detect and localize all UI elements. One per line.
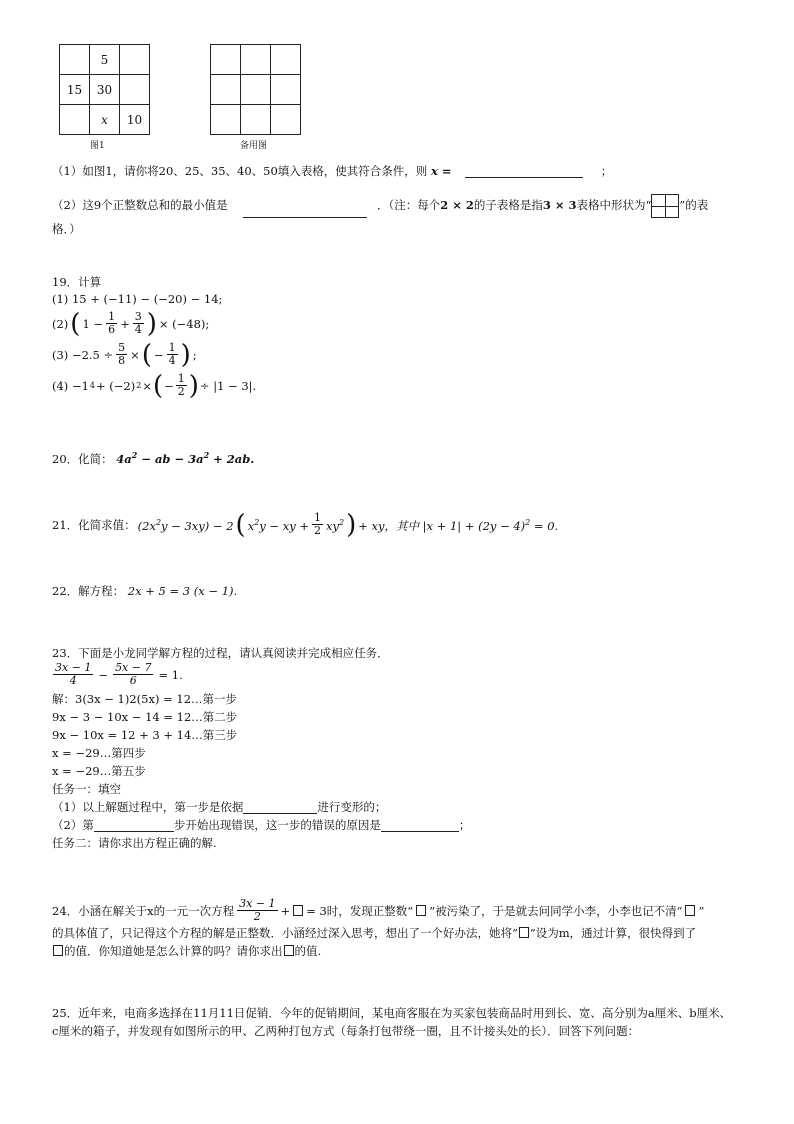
grid-cell: x [90,105,120,135]
unknown-box-icon [53,945,63,956]
q23-t1-text: （1）以上解题过程中，第一步是依据 [52,800,244,814]
left-paren: ( [235,509,246,540]
q19-item-1: (1) 15 + (−11) − (−20) − 14; [52,292,223,306]
q19-title: 19．计算 [52,275,102,289]
times-sign: × [130,347,140,362]
spare-grid-caption: 备用图 [240,141,268,151]
q19-item-2 [52,308,210,339]
q24-text-a: 24．小涵在解关于x的一元一次方程 [52,903,235,918]
q24-text-e: ” [698,903,705,918]
q21-expr-1: $(2x^2y - 3xy) - 2$ [137,518,234,533]
right-paren: ) [180,339,191,370]
q23-t2-mid: 步开始出现错误，这一步的错误的原因是 [173,818,381,832]
reason-blank[interactable] [381,831,459,832]
q21-expr-3: $xy^2$ [326,518,345,533]
grid-cell [241,75,271,105]
minus-sign: − [98,667,109,682]
unknown-box-icon [293,905,303,916]
q24-line3-a: 的值．你知道她是怎么计算的吗？请你求出 [64,944,283,958]
q25-line-2: c厘米的箱子，并发现有如图所示的甲、乙两种打包方式（每条打包带绕一圈，且不计接头处的长）．回答下列问题： [52,1024,640,1038]
q24-line3-b: 的值. [294,944,322,958]
q23-t2-text: （2）第 [52,818,94,832]
grid-cell [211,75,241,105]
minus-sign: − [153,347,164,362]
right-paren: ) [346,509,357,540]
q20-expression: $4a^2$ − ab − $3a^2 + 2ab$. [116,450,255,466]
q23-task-1: 任务一：填空 [52,782,121,796]
q18-part1-end: ； [600,164,613,178]
unknown-box-icon [519,927,529,938]
q19-4-b: + (−2) [96,378,136,393]
fraction: $\frac{3x - 1}{4}$ [55,661,92,687]
q18-part2-text: （2）这9个正整数总和的最小值是 [52,198,228,212]
times-sign: × [142,378,152,393]
two-by-two-shape-icon [651,194,679,218]
q24-line-2 [52,926,696,940]
q23-step-2: 9x − 3 − 10x − 14 = 12…第二步 [52,710,238,724]
q20-label: 20．化简： [52,451,113,466]
q20 [52,448,254,466]
q19-3-a: (3) −2.5 ÷ [52,347,114,362]
q18-part2 [52,194,708,218]
grid-cell [60,45,90,75]
q19-item-4 [52,370,257,401]
q18-sum-blank[interactable] [243,217,367,218]
q19-2-label: (2) [52,316,69,331]
q19-2-d: × (−48); [158,316,210,331]
q23-step-4: x = −29…第四步 [52,746,146,760]
q19-4-e: ÷ |1 − 3|. [199,378,257,393]
q24-line2-a: 的具体值了，只记得这个方程的解是正整数．小涵经过深入思考，想出了一个好办法，她将“ [52,926,518,940]
unknown-box-icon [685,905,695,916]
unknown-box-icon [284,945,294,956]
fraction: $\frac{5}{8}$ [118,341,126,367]
unknown-box-icon [416,905,426,916]
q21-expr-2: $x^2y$ − xy + [247,518,309,533]
grid-cell [271,45,301,75]
q23-step-1: 解：3(3x − 1)2(5x) = 12…第一步 [52,692,238,706]
q23-t2-end: ； [458,818,471,832]
grid-cell [120,75,150,105]
q22-label: 22．解方程： [52,584,125,598]
fraction: $\frac{3}{4}$ [134,310,142,336]
grid-cell: 15 [60,75,90,105]
q18-part1-text: （1）如图1，请你将20、25、35、40、50填入表格，使其符合条件，则 [52,164,428,178]
q18-note-d: 3 × 3 [542,198,577,212]
exponent: 4 [89,380,95,390]
q24-line2-b: ”设为m，通过计算，很快得到了 [529,926,697,940]
figure-1-caption: 图1 [90,141,105,151]
q21-label: 21．化简求值： [52,517,136,532]
q18-answer-blank[interactable] [465,177,583,178]
q18-note-c: 的子表格是指 [473,198,543,212]
q21-condition: + xy，其中 $|x + 1| + (2y - 4)^2 = 0$. [358,518,559,533]
q21 [52,509,559,540]
plus-sign: + [120,316,130,331]
q23-title: 23．下面是小龙同学解方程的过程，请认真阅读并完成相应任务． [52,646,389,660]
grid-cell [211,105,241,135]
minus-sign: − [164,378,174,393]
q19-2-b: 1 − [82,316,104,331]
fraction: $\frac{1}{2}$ [314,511,321,537]
exponent: 2 [136,380,142,390]
q18-note-a: ．（注：每个 [376,198,441,212]
q18-note-f: ”的表 [679,198,709,212]
equals-one: = 1. [158,667,183,682]
figure-1-grid [59,44,150,135]
q23-equation [52,662,183,687]
left-paren: ( [141,339,152,370]
q23-task-1-item-1 [52,800,386,814]
q23-step-5: x = −29…第五步 [52,764,146,778]
q24-line-3 [52,944,321,958]
spare-grid [210,44,301,135]
q23-task-1-item-2 [52,818,470,832]
q23-step-3: 9x − 10x = 12 + 3 + 14…第三步 [52,728,238,742]
q19-4-a: (4) −1 [52,378,89,393]
right-paren: ) [146,308,157,339]
q18-note-e: 表格中形状为“ [576,198,652,212]
right-paren: ) [188,370,199,401]
q24-text-d: ”被污染了，于是就去问同学小李，小李也记不清“ [429,903,683,918]
semicolon: ; [192,347,197,362]
fraction: $\frac{1}{2}$ [177,372,185,398]
q25-line-1: 25．近年来，电商多选择在11月11日促销．今年的促销期间，某电商客服在为买家包装商品时用到长、宽、高分别为a厘米、b厘米、 [52,1006,732,1020]
left-paren: ( [70,308,81,339]
q18-note-b: 2 × 2 [440,198,474,212]
left-paren: ( [152,370,164,401]
q22-equation: 2x + 5 = 3 (x − 1). [127,584,238,598]
grid-cell: 5 [90,45,120,75]
plus-sign: + [280,903,291,918]
grid-cell [271,105,301,135]
grid-cell [241,45,271,75]
q18-part1-var: x = [430,164,452,178]
q24-text-c: = 3时，发现正整数“ [306,903,414,918]
q24-line-1 [52,898,704,923]
grid-cell [120,45,150,75]
grid-cell [60,105,90,135]
q23-t1-end: 进行变形的； [317,800,387,814]
grid-cell [271,75,301,105]
fraction: $\frac{1}{6}$ [108,310,116,336]
grid-cell: 10 [120,105,150,135]
step-blank[interactable] [94,831,174,832]
grid-cell [211,45,241,75]
q19-item-3 [52,339,197,370]
grid-cell: 30 [90,75,120,105]
q22 [52,584,237,598]
basis-blank[interactable] [243,813,317,814]
fraction: $\frac{3x - 1}{2}$ [239,897,276,923]
q18-part1 [52,164,612,178]
grid-cell [241,105,271,135]
q23-task-2: 任务二：请你求出方程正确的解. [52,836,217,850]
fraction: $\frac{5x - 7}{6}$ [115,661,152,687]
q18-part2-line2: 格．） [52,222,81,236]
fraction: $\frac{1}{4}$ [168,341,176,367]
